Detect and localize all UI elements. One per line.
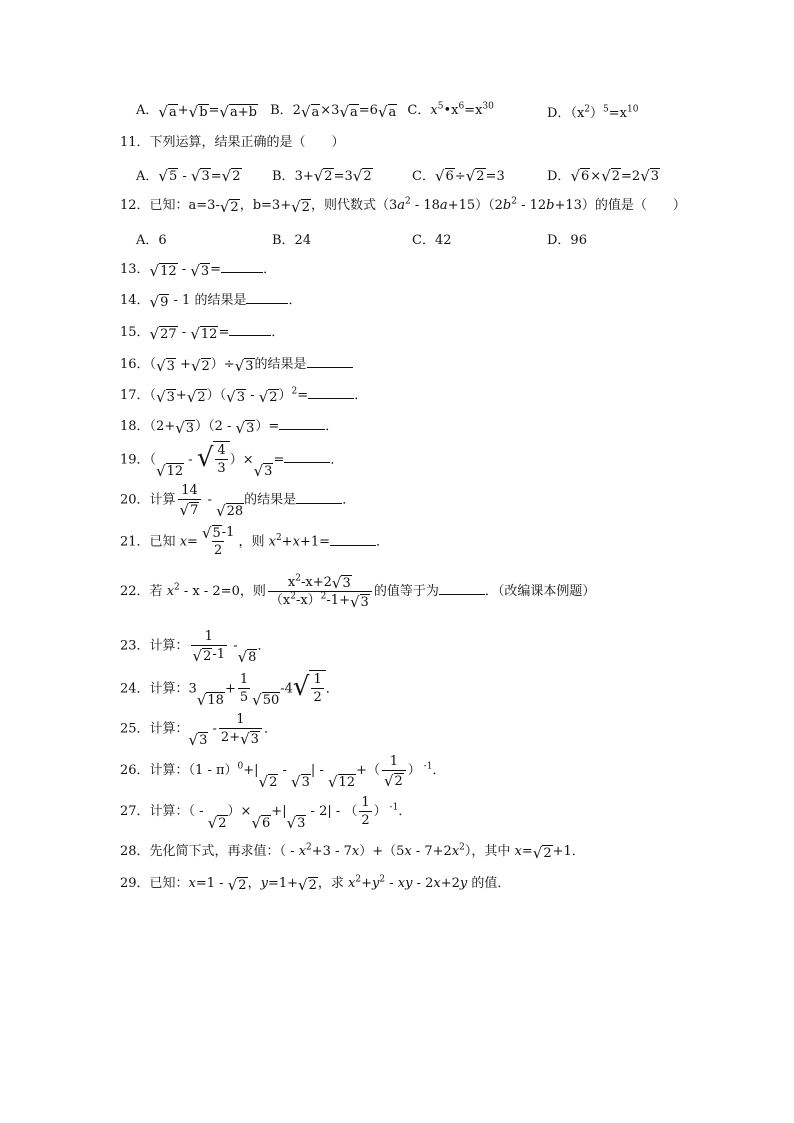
q23: 23．计算： 1 √ 2 -1 - √ 8 ．	[120, 629, 271, 666]
q21: 21．已知 x= √ 5 -1 2 ，则 $x^2+x+1=$ ．	[120, 524, 389, 558]
q12-option-a[interactable]: A．6	[136, 233, 167, 248]
q10-option-c[interactable]: C．$x^5•x^6=x^{30}$	[407, 101, 494, 118]
q27: 27．计算：（ - √ 2 ）× √ 6 +| √ 3 - 2| - （ $\frac{1}{2}$ ） $^{-1}$．	[120, 794, 412, 832]
q22-answer-blank[interactable]	[439, 582, 485, 595]
q18-answer-blank[interactable]	[279, 417, 325, 430]
q11-option-c[interactable]: C． √ 6 ÷ √ 2 =3	[412, 167, 505, 185]
q18: 18．（2+ √ 3 ）（2 - √ 3 ）= ．	[120, 419, 339, 437]
q15-answer-blank[interactable]	[229, 323, 271, 336]
q29: 29．已知：x=1 - √ 2 ，y=1+ √ 2 ，求 $x^2+y^2$ - xy - 2x+2y 的值．	[120, 874, 511, 894]
q11-stem: 11．下列运算，结果正确的是（ ）	[120, 135, 345, 150]
q14-answer-blank[interactable]	[246, 291, 288, 304]
q15: 15． √ 27 - √ 12 = ．	[120, 325, 285, 343]
q20: 20．计算 14 √ 7 - √ 28 的结果是 ．	[120, 483, 356, 520]
q16-answer-blank[interactable]	[307, 355, 353, 368]
q22: 22．若 $x^2 - x - 2=0$，则 $x^2-x+2$ √ 3 $(x^2-x)^2-1+$ √ 3 的值等于为 ．（改编课本例题）	[120, 573, 596, 611]
q19: 19．（ √ 12 - √ $\frac{4}{3}$ ）× √ 3 = ．	[120, 443, 344, 480]
q11-option-b[interactable]: B．3+ √ 2 =3 √ 2	[272, 167, 372, 185]
q24: 24．计算：3 √ 18 + $\frac{1}{5}$ √ 50 -4 √ $\frac{1}{2}$ ．	[120, 671, 339, 709]
q20-answer-blank[interactable]	[296, 491, 342, 504]
q10-option-b[interactable]: B．2 √ a ×3 √ a =6 √ a	[270, 103, 397, 121]
q12-stem: 12．已知：a=3- √ 2 ，b=3+ √ 2 ，则代数式$(3a^2 - 18a+15)(2b^2 - 12b+13)$的值是（ ）	[120, 196, 686, 216]
q25: 25．计算： √ 3 - 1 2+ √ 3 ．	[120, 712, 277, 749]
q10-options-row	[136, 102, 494, 120]
q13-answer-blank[interactable]	[221, 260, 263, 273]
q26: 26．计算：（1 - π）$^0$+| √ 2 - √ 3 | - √ 12 +（ 1 √ 2 ） $^{-1}$．	[120, 753, 446, 791]
q13: 13． √ 12 - √ 3 = ．	[120, 262, 277, 280]
q11-option-d[interactable]: D． √ 6 × √ 2 =2 √ 3	[547, 167, 660, 185]
q28: 28．先化简下式，再求值：（ - $x^2+3 - 7x)+(5x - 7+2x^2)$，其中 x= √ 2 +1．	[120, 842, 585, 862]
q19-answer-blank[interactable]	[284, 450, 330, 463]
q21-answer-blank[interactable]	[330, 533, 376, 546]
q12-option-b[interactable]: B．24	[272, 233, 312, 248]
q17: 17．（ √ 3 + √ 2 ）（ √ 3 - √ 2 ）$^2$= ．	[120, 386, 368, 406]
q11-option-a[interactable]: A． √ 5 - √ 3 = √ 2	[136, 167, 241, 185]
q12-option-d[interactable]: D．96	[547, 233, 587, 248]
q14: 14． √ 9 - 1 的结果是 ．	[120, 293, 302, 311]
q17-answer-blank[interactable]	[308, 386, 354, 399]
q10-option-d[interactable]: D．$(x^2)^5=x^{10}$	[547, 104, 639, 121]
q12-option-c[interactable]: C．42	[412, 233, 452, 248]
q16: 16．（ √ 3 + √ 2 ）÷ √ 3 的结果是	[120, 355, 353, 374]
q10-option-a[interactable]: A． √ a + √ b = √ a+b	[136, 103, 257, 121]
